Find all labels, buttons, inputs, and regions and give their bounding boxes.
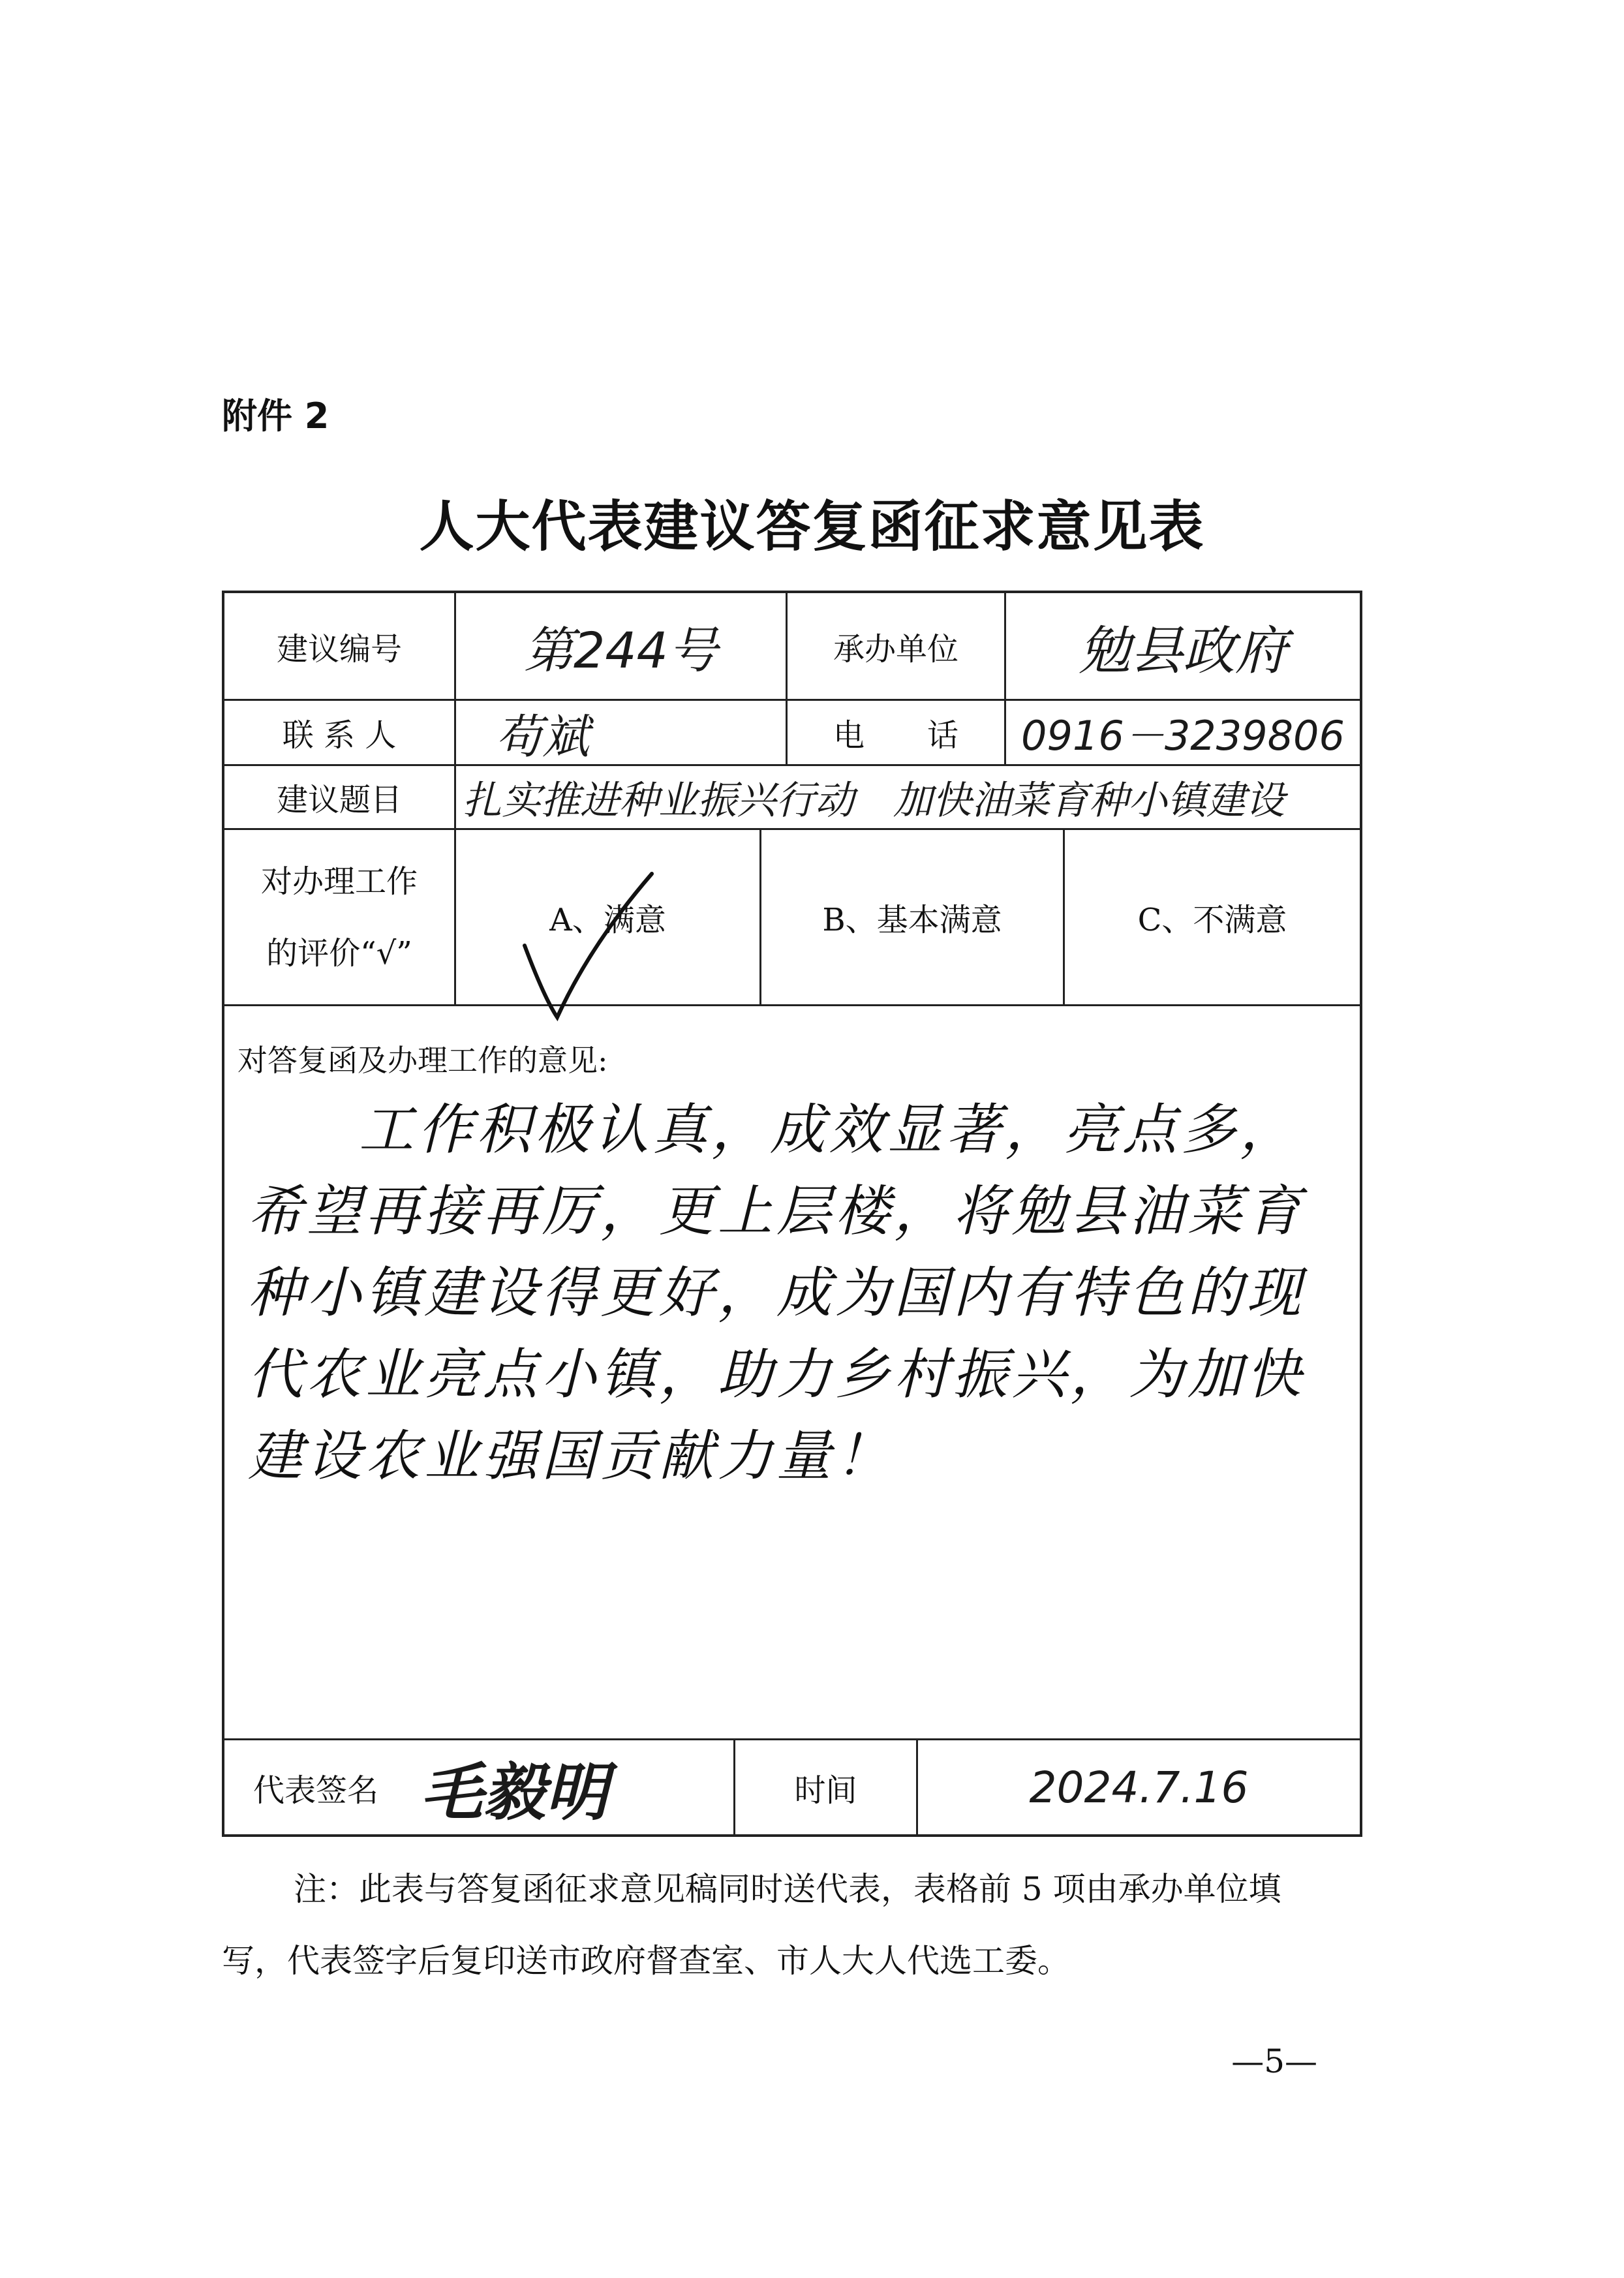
feedback-form-table [222, 591, 1362, 1837]
footnote-line-1: 注：此表与答复函征求意见稿同时送代表，表格前 5 项由承办单位填 [294, 1870, 1281, 1908]
signature-label: 代表签名 [253, 1772, 378, 1809]
handling-unit-label: 承办单位 [833, 630, 958, 668]
time-label: 时间 [794, 1772, 857, 1809]
opinion-label: 对答复函及办理工作的意见: [237, 1043, 608, 1078]
checkmark-icon [518, 867, 655, 1024]
handling-unit-value: 勉县政府 [1079, 620, 1287, 681]
proposal-number-value: 第244号 [523, 621, 718, 679]
footnote-line-2: 写，代表签字后复印送市政府督查室、市人大人代选工委。 [222, 1942, 1070, 1980]
evaluation-label-line2: 的评价“√” [266, 934, 412, 972]
attachment-label: 附件 2 [222, 395, 329, 437]
opinion-text: 工作积极认真，成效显著，亮点多，希望再接再厉，更上层楼，将勉县油菜育种小镇建设得更好，成为国内有特色的现代农业亮点小镇，助力乡村振兴，为加快建设农业强国贡献力量！ [248, 1098, 1306, 1488]
contact-person-label: 联 系 人 [282, 717, 397, 754]
time-value: 2024.7.16 [1029, 1762, 1249, 1813]
proposal-number-label: 建议编号 [276, 630, 402, 668]
evaluation-label [224, 830, 454, 1004]
page-number: —5— [1231, 2042, 1317, 2080]
phone-label: 电 话 [833, 717, 958, 754]
option-satisfied-label: A、满意 [549, 902, 666, 938]
proposal-topic-label: 建议题目 [276, 782, 402, 818]
option-unsatisfied-label: C、不满意 [1137, 902, 1287, 938]
phone-value: 0916－3239806 [1021, 712, 1345, 760]
option-unsatisfied[interactable] [1065, 830, 1360, 1004]
contact-person-value: 苟斌 [495, 709, 590, 764]
option-basically-satisfied-label: B、基本满意 [822, 902, 1002, 938]
signature-value: 毛毅明 [420, 1756, 608, 1829]
evaluation-label-line1: 对办理工作 [260, 863, 418, 900]
option-basically-satisfied[interactable] [761, 830, 1063, 1004]
proposal-topic-value: 扎实推进种业振兴行动 加快油菜育种小镇建设 [463, 777, 1285, 823]
page-title: 人大代表建议答复函征求意见表 [419, 494, 1205, 559]
